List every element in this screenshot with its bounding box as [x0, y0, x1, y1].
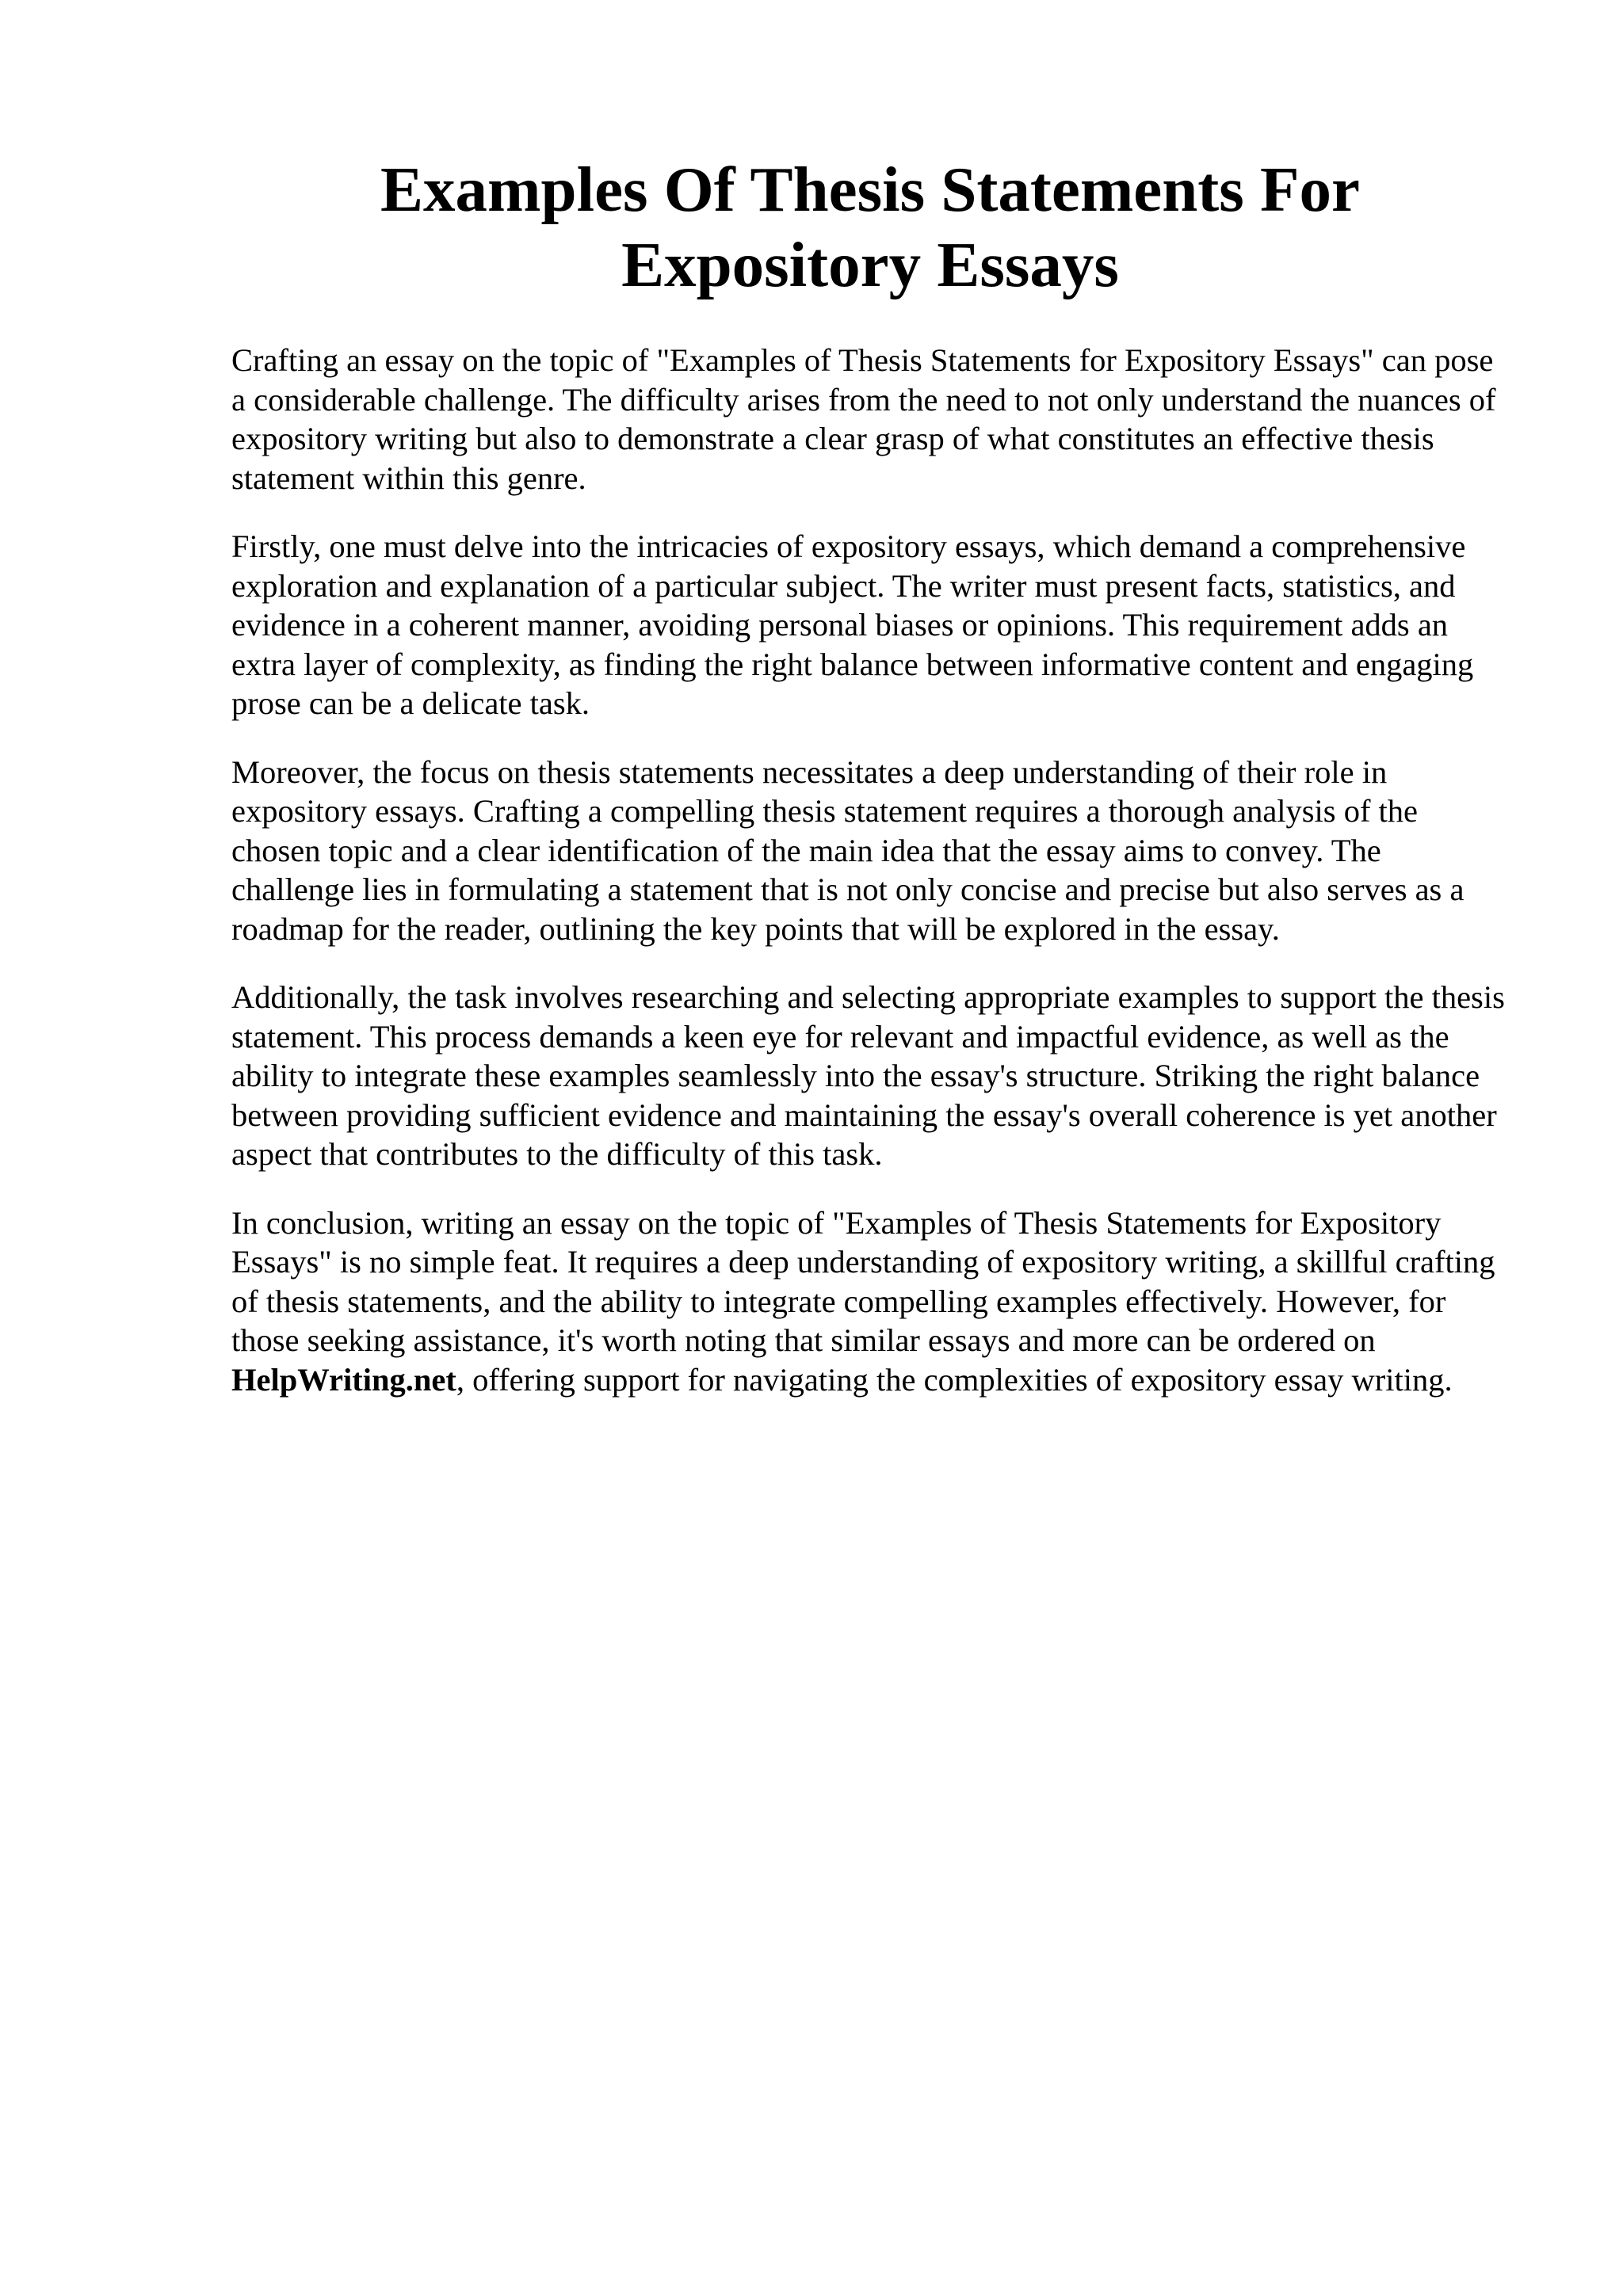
- helpwriting-link[interactable]: HelpWriting.net: [231, 1361, 456, 1398]
- paragraph-conclusion: [231, 1203, 1509, 1400]
- paragraph-additionally: Additionally, the task involves researching and selecting appropriate examples to support the thesis statement. This process demands a keen eye for relevant and impactful evidence, as well as the ability to integrate these examples seamlessly into the essay's structure. Striking the right balance between providing sufficient evidence and maintaining the essay's overall coherence is yet another aspect that contributes to the difficulty of this task.: [231, 979, 1505, 1172]
- paragraph-intro: Crafting an essay on the topic of "Examples of Thesis Statements for Expository Essays" can pose a considerable challenge. The difficulty arises from the need to not only understand the nuances of expository writing but also to demonstrate a clear grasp of what constitutes an effective thesis statement within this genre.: [231, 342, 1496, 496]
- paragraph-moreover: Moreover, the focus on thesis statements necessitates a deep understanding of their role in expository essays. Crafting a compelling thesis statement requires a thorough analysis of the chosen topic and a clear identification of the main idea that the essay aims to convey. The challenge lies in formulating a statement that is not only concise and precise but also serves as a roadmap for the reader, outlining the key points that will be explored in the essay.: [231, 753, 1465, 947]
- paragraph-firstly: Firstly, one must delve into the intricacies of expository essays, which demand a comprehensive exploration and explanation of a particular subject. The writer must present facts, statistics, and evidence in a coherent manner, avoiding personal biases or opinions. This requirement adds an extra layer of complexity, as finding the right balance between informative content and engaging prose can be a delicate task.: [231, 528, 1474, 721]
- conclusion-text-before: In conclusion, writing an essay on the topic of "Examples of Thesis Statements for Expository Essays" is no simple feat. It requires a deep understanding of expository writing, a skillful crafting of thesis statements, and the ability to integrate compelling examples effectively. However, for those seeking assistance, it's worth noting that similar essays and more can be ordered on: [231, 1204, 1495, 1358]
- document-body: [231, 341, 1509, 1428]
- document-title: Examples Of Thesis Statements For Expository Essays: [380, 154, 1360, 300]
- conclusion-text-after: , offering support for navigating the complexities of expository essay writing.: [456, 1361, 1453, 1398]
